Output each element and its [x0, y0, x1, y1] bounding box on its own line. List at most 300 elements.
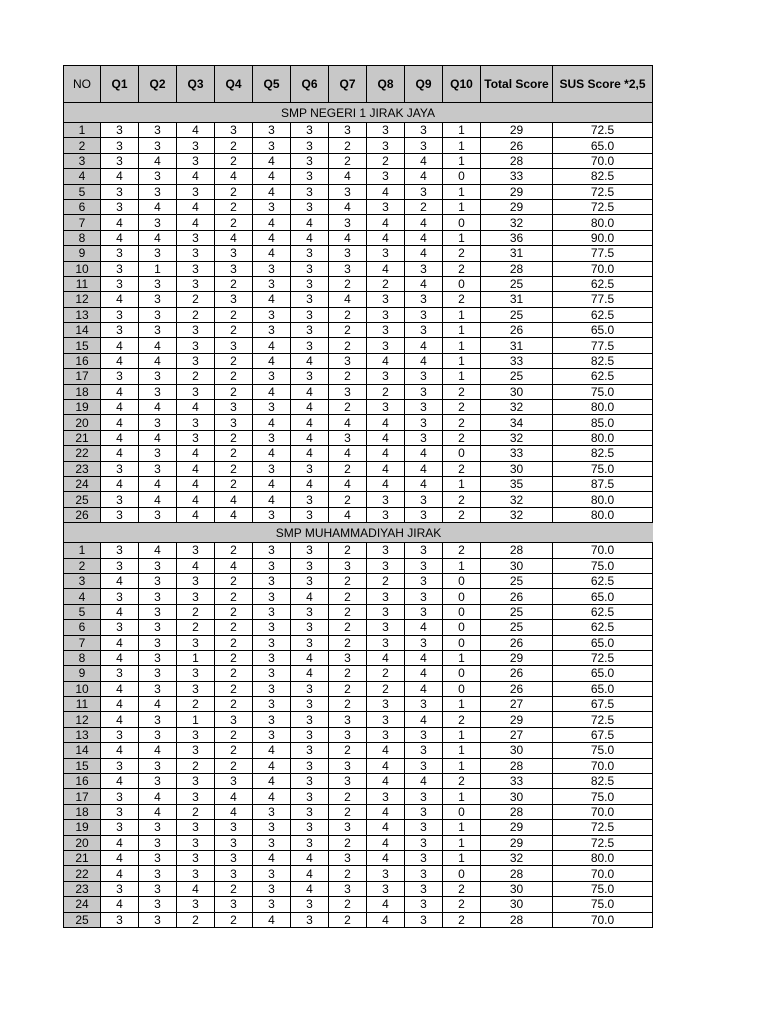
- header-q2: Q2: [138, 66, 176, 103]
- answer-cell: 3: [214, 712, 252, 727]
- row-number-cell: 2: [63, 559, 100, 574]
- table-row: [63, 369, 653, 384]
- answer-cell: 2: [214, 605, 252, 620]
- answer-cell: 4: [214, 789, 252, 804]
- answer-cell: 4: [290, 651, 328, 666]
- answer-cell: 4: [290, 415, 328, 430]
- answer-cell: 2: [176, 308, 214, 323]
- answer-cell: 4: [290, 400, 328, 415]
- answer-cell: 0: [442, 446, 480, 461]
- table-row: [63, 169, 653, 184]
- sus-score-cell: 70.0: [552, 759, 653, 774]
- answer-cell: 4: [366, 651, 404, 666]
- row-number-cell: 9: [63, 666, 100, 681]
- answer-cell: 3: [100, 369, 138, 384]
- table-row: [63, 292, 653, 307]
- answer-cell: 2: [214, 697, 252, 712]
- answer-cell: 3: [176, 836, 214, 851]
- answer-cell: 3: [366, 728, 404, 743]
- total-score-cell: 33: [480, 169, 552, 184]
- answer-cell: 4: [290, 231, 328, 246]
- answer-cell: 1: [442, 820, 480, 835]
- table-row: [63, 851, 653, 866]
- table-row: [63, 138, 653, 153]
- answer-cell: 3: [366, 789, 404, 804]
- answer-cell: 3: [138, 913, 176, 928]
- answer-cell: 3: [366, 292, 404, 307]
- answer-cell: 2: [366, 574, 404, 589]
- answer-cell: 4: [100, 851, 138, 866]
- answer-cell: 3: [100, 323, 138, 338]
- row-number-cell: 22: [63, 866, 100, 881]
- answer-cell: 3: [404, 123, 442, 138]
- answer-cell: 3: [290, 759, 328, 774]
- answer-cell: 3: [176, 185, 214, 200]
- table-row: [63, 231, 653, 246]
- row-number-cell: 8: [63, 651, 100, 666]
- answer-cell: 3: [290, 836, 328, 851]
- answer-cell: 3: [404, 262, 442, 277]
- total-score-cell: 26: [480, 682, 552, 697]
- answer-cell: 4: [138, 431, 176, 446]
- row-number-cell: 13: [63, 308, 100, 323]
- answer-cell: 3: [138, 728, 176, 743]
- sus-score-cell: 75.0: [552, 385, 653, 400]
- row-number-cell: 3: [63, 574, 100, 589]
- answer-cell: 2: [442, 913, 480, 928]
- answer-cell: 3: [290, 697, 328, 712]
- answer-cell: 2: [214, 431, 252, 446]
- answer-cell: 3: [252, 323, 290, 338]
- answer-cell: 4: [100, 400, 138, 415]
- answer-cell: 4: [100, 231, 138, 246]
- total-score-cell: 29: [480, 651, 552, 666]
- sus-score-cell: 65.0: [552, 666, 653, 681]
- answer-cell: 2: [214, 543, 252, 558]
- row-number-cell: 14: [63, 323, 100, 338]
- answer-cell: 3: [404, 369, 442, 384]
- answer-cell: 3: [176, 789, 214, 804]
- answer-cell: 3: [366, 543, 404, 558]
- row-number-cell: 26: [63, 508, 100, 523]
- answer-cell: 3: [328, 759, 366, 774]
- answer-cell: 0: [442, 589, 480, 604]
- answer-cell: 3: [176, 866, 214, 881]
- answer-cell: 4: [290, 666, 328, 681]
- sus-score-cell: 80.0: [552, 492, 653, 507]
- answer-cell: 4: [176, 492, 214, 507]
- answer-cell: 4: [290, 882, 328, 897]
- answer-cell: 1: [442, 308, 480, 323]
- row-number-cell: 6: [63, 200, 100, 215]
- answer-cell: 4: [100, 385, 138, 400]
- answer-cell: 3: [252, 138, 290, 153]
- sus-score-cell: 82.5: [552, 774, 653, 789]
- answer-cell: 3: [290, 913, 328, 928]
- row-number-cell: 7: [63, 215, 100, 230]
- answer-cell: 4: [214, 805, 252, 820]
- answer-cell: 4: [138, 492, 176, 507]
- answer-cell: 4: [100, 338, 138, 353]
- answer-cell: 3: [366, 620, 404, 635]
- answer-cell: 3: [290, 462, 328, 477]
- row-number-cell: 15: [63, 759, 100, 774]
- answer-cell: 3: [100, 154, 138, 169]
- total-score-cell: 25: [480, 277, 552, 292]
- answer-cell: 3: [176, 820, 214, 835]
- table-row: [63, 805, 653, 820]
- answer-cell: 3: [328, 774, 366, 789]
- answer-cell: 1: [442, 728, 480, 743]
- answer-cell: 3: [214, 415, 252, 430]
- answer-cell: 3: [404, 636, 442, 651]
- answer-cell: 4: [290, 477, 328, 492]
- total-score-cell: 31: [480, 292, 552, 307]
- answer-cell: 4: [404, 620, 442, 635]
- sus-score-cell: 90.0: [552, 231, 653, 246]
- group-title: SMP MUHAMMADIYAH JIRAK: [63, 523, 653, 543]
- answer-cell: 3: [290, 246, 328, 261]
- row-number-cell: 20: [63, 836, 100, 851]
- answer-cell: 2: [214, 728, 252, 743]
- answer-cell: 3: [214, 774, 252, 789]
- answer-cell: 3: [100, 789, 138, 804]
- answer-cell: 3: [214, 292, 252, 307]
- answer-cell: 3: [366, 589, 404, 604]
- answer-cell: 3: [138, 636, 176, 651]
- answer-cell: 4: [404, 774, 442, 789]
- table-row: [63, 508, 653, 523]
- answer-cell: 3: [252, 462, 290, 477]
- header-q9: Q9: [404, 66, 442, 103]
- answer-cell: 3: [252, 636, 290, 651]
- table-row: [63, 543, 653, 558]
- table-row: [63, 789, 653, 804]
- total-score-cell: 30: [480, 882, 552, 897]
- answer-cell: 3: [252, 543, 290, 558]
- total-score-cell: 29: [480, 836, 552, 851]
- answer-cell: 3: [176, 636, 214, 651]
- answer-cell: 3: [214, 836, 252, 851]
- answer-cell: 3: [404, 743, 442, 758]
- answer-cell: 0: [442, 805, 480, 820]
- header-q8: Q8: [366, 66, 404, 103]
- sus-score-cell: 67.5: [552, 728, 653, 743]
- table-row: [63, 446, 653, 461]
- answer-cell: 3: [100, 820, 138, 835]
- total-score-cell: 33: [480, 446, 552, 461]
- answer-cell: 3: [328, 559, 366, 574]
- total-score-cell: 25: [480, 605, 552, 620]
- answer-cell: 4: [328, 415, 366, 430]
- table-row: [63, 897, 653, 912]
- answer-cell: 2: [404, 200, 442, 215]
- sus-score-cell: 72.5: [552, 651, 653, 666]
- answer-cell: 4: [366, 851, 404, 866]
- answer-cell: 3: [404, 851, 442, 866]
- answer-cell: 1: [442, 231, 480, 246]
- answer-cell: 3: [176, 431, 214, 446]
- answer-cell: 3: [138, 169, 176, 184]
- total-score-cell: 26: [480, 138, 552, 153]
- sus-score-cell: 72.5: [552, 185, 653, 200]
- answer-cell: 4: [252, 446, 290, 461]
- answer-cell: 3: [290, 123, 328, 138]
- answer-cell: 3: [290, 728, 328, 743]
- answer-cell: 3: [252, 651, 290, 666]
- answer-cell: 2: [442, 508, 480, 523]
- answer-cell: 3: [290, 308, 328, 323]
- row-number-cell: 24: [63, 477, 100, 492]
- header-q1: Q1: [100, 66, 138, 103]
- sus-score-cell: 62.5: [552, 308, 653, 323]
- sus-score-cell: 80.0: [552, 215, 653, 230]
- answer-cell: 2: [328, 543, 366, 558]
- answer-cell: 4: [176, 200, 214, 215]
- row-number-cell: 23: [63, 462, 100, 477]
- sus-score-cell: 85.0: [552, 415, 653, 430]
- answer-cell: 3: [252, 369, 290, 384]
- table-row: [63, 728, 653, 743]
- answer-cell: 3: [138, 882, 176, 897]
- answer-cell: 2: [214, 369, 252, 384]
- answer-cell: 1: [442, 697, 480, 712]
- sus-score-cell: 82.5: [552, 169, 653, 184]
- table-row: [63, 759, 653, 774]
- answer-cell: 4: [252, 215, 290, 230]
- answer-cell: 4: [100, 292, 138, 307]
- row-number-cell: 19: [63, 400, 100, 415]
- answer-cell: 3: [214, 123, 252, 138]
- answer-cell: 4: [366, 743, 404, 758]
- answer-cell: 2: [328, 897, 366, 912]
- answer-cell: 3: [100, 805, 138, 820]
- answer-cell: 3: [100, 589, 138, 604]
- answer-cell: 3: [176, 743, 214, 758]
- answer-cell: 4: [100, 431, 138, 446]
- header-q6: Q6: [290, 66, 328, 103]
- answer-cell: 1: [442, 759, 480, 774]
- table-row: [63, 913, 653, 928]
- answer-cell: 1: [442, 123, 480, 138]
- answer-cell: 3: [138, 385, 176, 400]
- row-number-cell: 16: [63, 774, 100, 789]
- answer-cell: 3: [404, 323, 442, 338]
- answer-cell: 2: [214, 323, 252, 338]
- answer-cell: 3: [404, 431, 442, 446]
- answer-cell: 3: [404, 605, 442, 620]
- answer-cell: 3: [404, 559, 442, 574]
- answer-cell: 4: [366, 913, 404, 928]
- answer-cell: 4: [404, 666, 442, 681]
- answer-cell: 3: [100, 138, 138, 153]
- sus-score-cell: 82.5: [552, 446, 653, 461]
- answer-cell: 3: [404, 789, 442, 804]
- answer-cell: 3: [176, 415, 214, 430]
- answer-cell: 2: [176, 292, 214, 307]
- answer-cell: 3: [176, 851, 214, 866]
- answer-cell: 2: [328, 666, 366, 681]
- total-score-cell: 32: [480, 215, 552, 230]
- sus-score-cell: 75.0: [552, 789, 653, 804]
- answer-cell: 3: [366, 138, 404, 153]
- total-score-cell: 29: [480, 200, 552, 215]
- answer-cell: 1: [442, 323, 480, 338]
- answer-cell: 3: [138, 559, 176, 574]
- answer-cell: 3: [176, 543, 214, 558]
- answer-cell: 2: [328, 805, 366, 820]
- answer-cell: 2: [214, 215, 252, 230]
- answer-cell: 3: [366, 866, 404, 881]
- answer-cell: 3: [404, 913, 442, 928]
- row-number-cell: 21: [63, 431, 100, 446]
- answer-cell: 2: [328, 620, 366, 635]
- answer-cell: 1: [442, 138, 480, 153]
- answer-cell: 3: [328, 820, 366, 835]
- total-score-cell: 29: [480, 820, 552, 835]
- answer-cell: 3: [404, 185, 442, 200]
- answer-cell: 3: [176, 728, 214, 743]
- row-number-cell: 11: [63, 697, 100, 712]
- row-number-cell: 12: [63, 292, 100, 307]
- table-row: [63, 354, 653, 369]
- answer-cell: 3: [252, 559, 290, 574]
- table-row: [63, 200, 653, 215]
- answer-cell: 4: [366, 462, 404, 477]
- table-row: [63, 462, 653, 477]
- answer-cell: 2: [328, 682, 366, 697]
- total-score-cell: 27: [480, 728, 552, 743]
- answer-cell: 3: [100, 200, 138, 215]
- row-number-cell: 1: [63, 543, 100, 558]
- total-score-cell: 31: [480, 338, 552, 353]
- header-row: [63, 65, 653, 103]
- sus-score-cell: 77.5: [552, 292, 653, 307]
- answer-cell: 3: [366, 369, 404, 384]
- total-score-cell: 26: [480, 323, 552, 338]
- row-number-cell: 5: [63, 185, 100, 200]
- answer-cell: 3: [138, 851, 176, 866]
- answer-cell: 2: [442, 292, 480, 307]
- answer-cell: 4: [366, 185, 404, 200]
- sus-score-cell: 70.0: [552, 913, 653, 928]
- sus-score-cell: 75.0: [552, 559, 653, 574]
- answer-cell: 3: [290, 292, 328, 307]
- answer-cell: 3: [404, 805, 442, 820]
- answer-cell: 3: [252, 728, 290, 743]
- table-row: [63, 477, 653, 492]
- answer-cell: 3: [214, 400, 252, 415]
- answer-cell: 4: [366, 820, 404, 835]
- answer-cell: 4: [100, 712, 138, 727]
- total-score-cell: 26: [480, 636, 552, 651]
- answer-cell: 4: [138, 154, 176, 169]
- answer-cell: 3: [176, 589, 214, 604]
- answer-cell: 3: [138, 508, 176, 523]
- answer-cell: 4: [100, 169, 138, 184]
- answer-cell: 4: [290, 354, 328, 369]
- answer-cell: 2: [214, 462, 252, 477]
- sus-score-cell: 77.5: [552, 246, 653, 261]
- answer-cell: 3: [100, 308, 138, 323]
- answer-cell: 4: [252, 774, 290, 789]
- answer-cell: 4: [290, 446, 328, 461]
- answer-cell: 4: [404, 651, 442, 666]
- answer-cell: 3: [328, 728, 366, 743]
- row-number-cell: 2: [63, 138, 100, 153]
- sus-score-cell: 62.5: [552, 574, 653, 589]
- answer-cell: 2: [328, 589, 366, 604]
- answer-cell: 4: [138, 697, 176, 712]
- answer-cell: 4: [366, 262, 404, 277]
- answer-cell: 3: [138, 897, 176, 912]
- answer-cell: 2: [214, 308, 252, 323]
- answer-cell: 4: [138, 789, 176, 804]
- answer-cell: 3: [290, 897, 328, 912]
- answer-cell: 3: [252, 820, 290, 835]
- total-score-cell: 35: [480, 477, 552, 492]
- answer-cell: 4: [252, 385, 290, 400]
- answer-cell: 4: [100, 682, 138, 697]
- answer-cell: 3: [404, 836, 442, 851]
- answer-cell: 4: [404, 277, 442, 292]
- answer-cell: 4: [100, 446, 138, 461]
- table-row: [63, 682, 653, 697]
- table-row: [63, 246, 653, 261]
- answer-cell: 4: [176, 508, 214, 523]
- answer-cell: 3: [138, 682, 176, 697]
- answer-cell: 3: [328, 246, 366, 261]
- row-number-cell: 25: [63, 913, 100, 928]
- table-row: [63, 651, 653, 666]
- answer-cell: 3: [138, 620, 176, 635]
- answer-cell: 4: [214, 492, 252, 507]
- row-number-cell: 11: [63, 277, 100, 292]
- answer-cell: 4: [252, 338, 290, 353]
- sus-score-table: [63, 65, 653, 928]
- answer-cell: 3: [138, 836, 176, 851]
- answer-cell: 3: [290, 774, 328, 789]
- answer-cell: 2: [176, 369, 214, 384]
- answer-cell: 3: [138, 246, 176, 261]
- answer-cell: 2: [328, 462, 366, 477]
- answer-cell: 3: [252, 589, 290, 604]
- answer-cell: 3: [404, 292, 442, 307]
- answer-cell: 3: [100, 508, 138, 523]
- answer-cell: 2: [214, 913, 252, 928]
- answer-cell: 3: [404, 400, 442, 415]
- answer-cell: 4: [252, 292, 290, 307]
- answer-cell: 4: [404, 338, 442, 353]
- sus-score-cell: 87.5: [552, 477, 653, 492]
- answer-cell: 3: [138, 605, 176, 620]
- answer-cell: 2: [328, 789, 366, 804]
- answer-cell: 2: [366, 666, 404, 681]
- answer-cell: 2: [366, 385, 404, 400]
- answer-cell: 4: [100, 774, 138, 789]
- table-row: [63, 589, 653, 604]
- answer-cell: 4: [290, 385, 328, 400]
- total-score-cell: 32: [480, 431, 552, 446]
- answer-cell: 3: [176, 231, 214, 246]
- answer-cell: 2: [442, 543, 480, 558]
- answer-cell: 3: [176, 897, 214, 912]
- answer-cell: 4: [328, 231, 366, 246]
- answer-cell: 3: [290, 338, 328, 353]
- answer-cell: 3: [328, 262, 366, 277]
- header-q5: Q5: [252, 66, 290, 103]
- table-row: [63, 323, 653, 338]
